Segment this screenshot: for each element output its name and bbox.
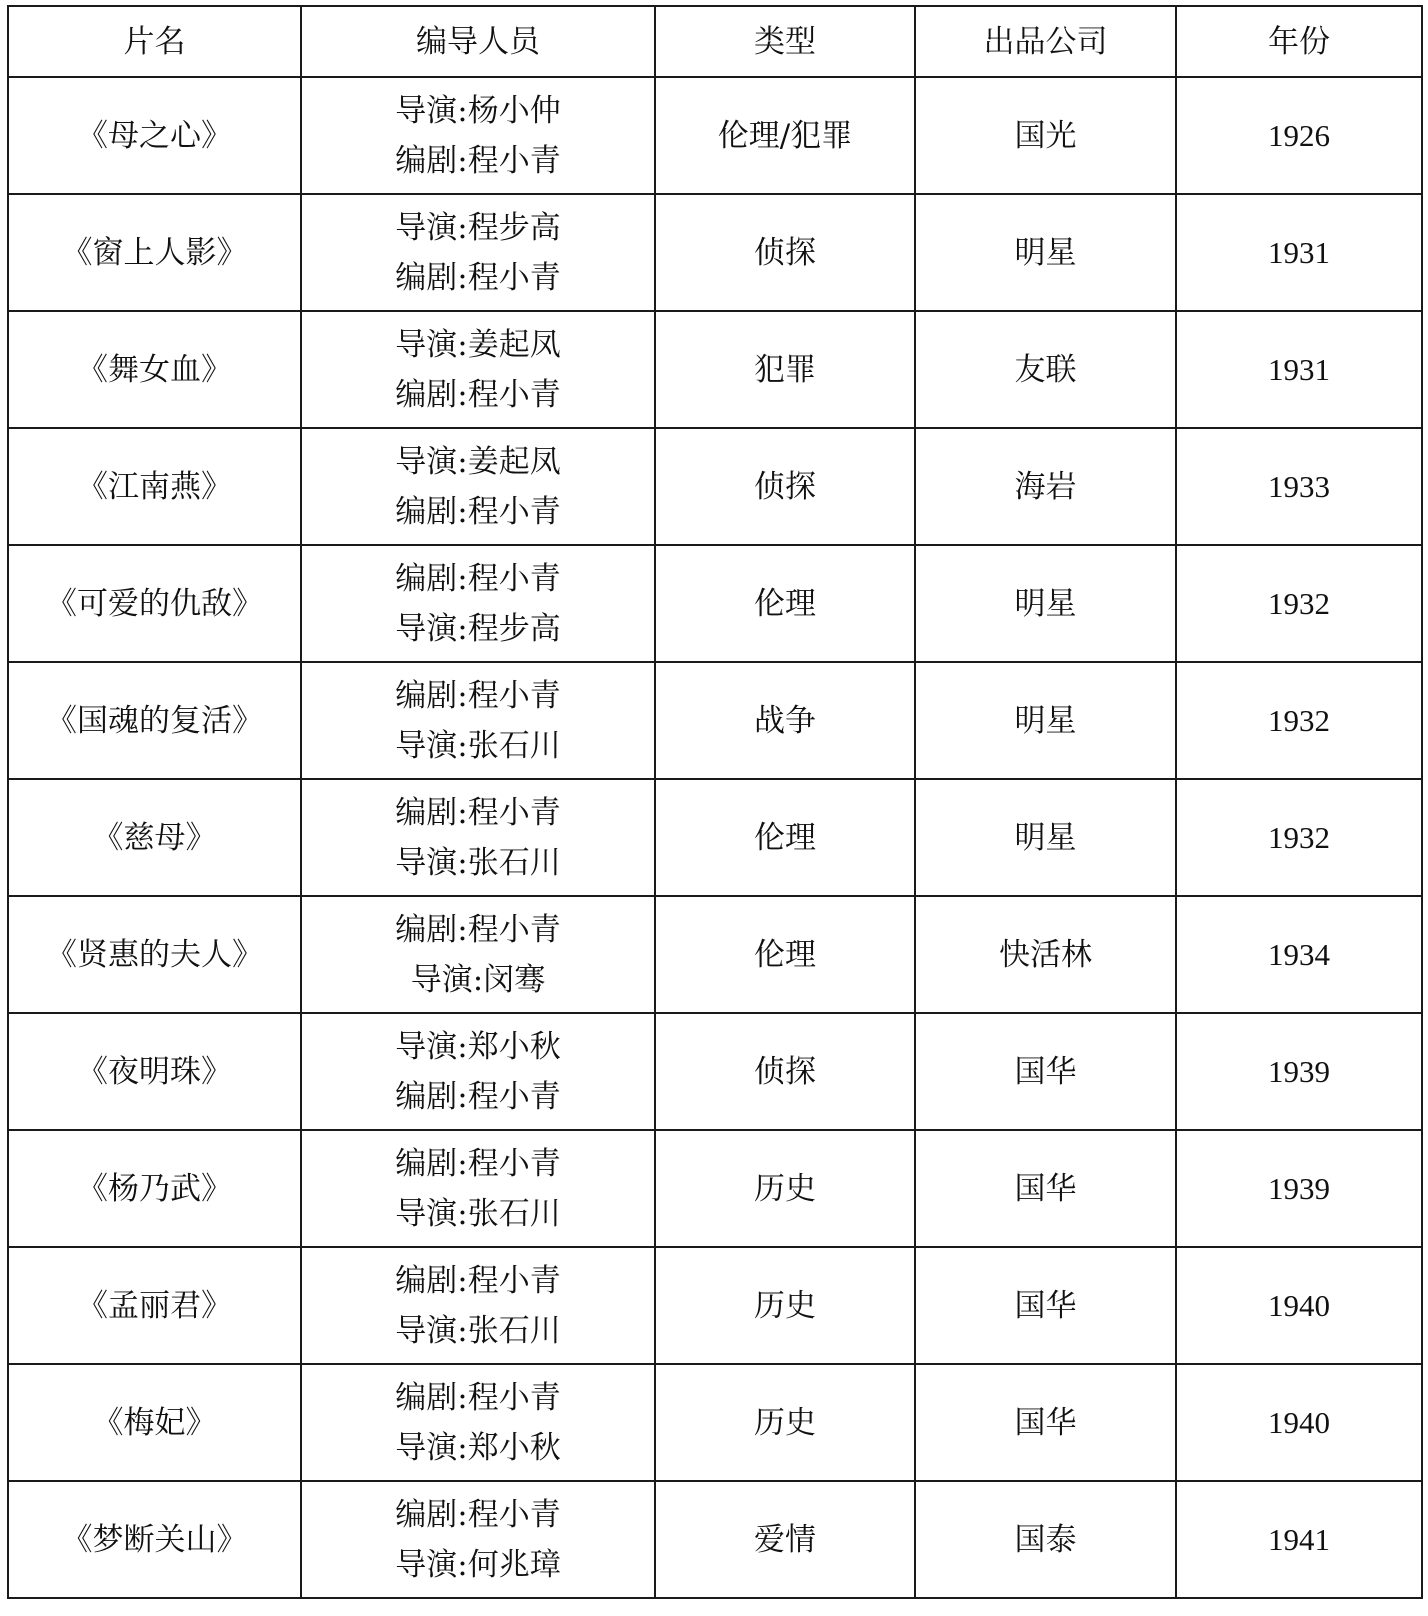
film-genre: 伦理/犯罪 [655,77,915,194]
header-year: 年份 [1176,6,1422,77]
header-genre: 类型 [655,6,915,77]
film-year: 1931 [1176,311,1422,428]
film-genre: 侦探 [655,1013,915,1130]
film-credits [301,1013,655,1130]
table-header [8,6,1422,77]
film-year: 1941 [1176,1481,1422,1598]
table-body [8,77,1422,1598]
film-studio: 国华 [915,1247,1176,1364]
credit-line: 编剧:程小青 [395,1496,561,1533]
header-studio: 出品公司 [915,6,1176,77]
film-year: 1940 [1176,1364,1422,1481]
credit-line: 编剧:程小青 [395,677,561,714]
film-title: 《梅妃》 [8,1364,301,1481]
film-genre: 侦探 [655,194,915,311]
film-studio: 国光 [915,77,1176,194]
credit-line: 导演:闵骞 [410,961,546,998]
film-title: 《杨乃武》 [8,1130,301,1247]
table-row [8,779,1422,896]
credit-line: 编剧:程小青 [395,259,561,296]
table-row [8,662,1422,779]
film-genre: 爱情 [655,1481,915,1598]
table-row [8,311,1422,428]
film-title: 《夜明珠》 [8,1013,301,1130]
film-credits [301,311,655,428]
table-row [8,77,1422,194]
film-title: 《国魂的复活》 [8,662,301,779]
table-row [8,545,1422,662]
film-year: 1940 [1176,1247,1422,1364]
film-genre: 历史 [655,1247,915,1364]
header-row [8,6,1422,77]
header-title: 片名 [8,6,301,77]
credit-line: 导演:张石川 [395,1195,561,1232]
film-title: 《舞女血》 [8,311,301,428]
film-year: 1932 [1176,779,1422,896]
film-studio: 明星 [915,194,1176,311]
film-studio: 国华 [915,1013,1176,1130]
header-credits: 编导人员 [301,6,655,77]
film-genre: 战争 [655,662,915,779]
film-year: 1933 [1176,428,1422,545]
table-row [8,1130,1422,1247]
credit-line: 编剧:程小青 [395,493,561,530]
table-row [8,194,1422,311]
film-studio: 国华 [915,1130,1176,1247]
film-title: 《梦断关山》 [8,1481,301,1598]
film-credits [301,779,655,896]
film-genre: 历史 [655,1364,915,1481]
film-studio: 快活林 [915,896,1176,1013]
film-credits [301,662,655,779]
credit-line: 编剧:程小青 [395,1078,561,1115]
film-title: 《母之心》 [8,77,301,194]
credit-line: 导演:郑小秋 [395,1429,561,1466]
credit-line: 编剧:程小青 [395,142,561,179]
film-year: 1934 [1176,896,1422,1013]
credit-line: 导演:姜起凤 [395,443,561,480]
film-credits [301,77,655,194]
credit-line: 编剧:程小青 [395,911,561,948]
film-genre: 犯罪 [655,311,915,428]
film-genre: 历史 [655,1130,915,1247]
credit-line: 编剧:程小青 [395,376,561,413]
credit-line: 导演:何兆璋 [395,1546,561,1583]
credit-line: 编剧:程小青 [395,1262,561,1299]
film-year: 1932 [1176,662,1422,779]
table-row [8,1364,1422,1481]
credit-line: 导演:程步高 [395,209,561,246]
film-year: 1931 [1176,194,1422,311]
table-row [8,428,1422,545]
credit-line: 导演:张石川 [395,727,561,764]
credit-line: 编剧:程小青 [395,794,561,831]
film-genre: 伦理 [655,545,915,662]
film-title: 《江南燕》 [8,428,301,545]
credit-line: 导演:杨小仲 [395,92,561,129]
film-genre: 侦探 [655,428,915,545]
credit-line: 导演:程步高 [395,610,561,647]
film-year: 1926 [1176,77,1422,194]
film-year: 1932 [1176,545,1422,662]
film-title: 《可爱的仇敌》 [8,545,301,662]
film-genre: 伦理 [655,896,915,1013]
film-credits [301,1364,655,1481]
film-studio: 明星 [915,662,1176,779]
credit-line: 编剧:程小青 [395,1145,561,1182]
credit-line: 导演:郑小秋 [395,1028,561,1065]
film-title: 《窗上人影》 [8,194,301,311]
credit-line: 编剧:程小青 [395,560,561,597]
film-studio: 明星 [915,545,1176,662]
film-title: 《孟丽君》 [8,1247,301,1364]
film-credits [301,1247,655,1364]
film-credits [301,1481,655,1598]
film-credits [301,1130,655,1247]
film-studio: 国泰 [915,1481,1176,1598]
film-title: 《慈母》 [8,779,301,896]
film-year: 1939 [1176,1013,1422,1130]
credit-line: 编剧:程小青 [395,1379,561,1416]
film-studio: 国华 [915,1364,1176,1481]
credit-line: 导演:姜起凤 [395,326,561,363]
film-title: 《贤惠的夫人》 [8,896,301,1013]
table-row [8,896,1422,1013]
film-year: 1939 [1176,1130,1422,1247]
table-row [8,1247,1422,1364]
film-table [7,5,1423,1599]
film-credits [301,896,655,1013]
credit-line: 导演:张石川 [395,1312,561,1349]
credit-line: 导演:张石川 [395,844,561,881]
film-credits [301,545,655,662]
film-studio: 友联 [915,311,1176,428]
film-genre: 伦理 [655,779,915,896]
table-row [8,1013,1422,1130]
table-row [8,1481,1422,1598]
film-credits [301,428,655,545]
film-studio: 明星 [915,779,1176,896]
film-studio: 海岩 [915,428,1176,545]
film-credits [301,194,655,311]
